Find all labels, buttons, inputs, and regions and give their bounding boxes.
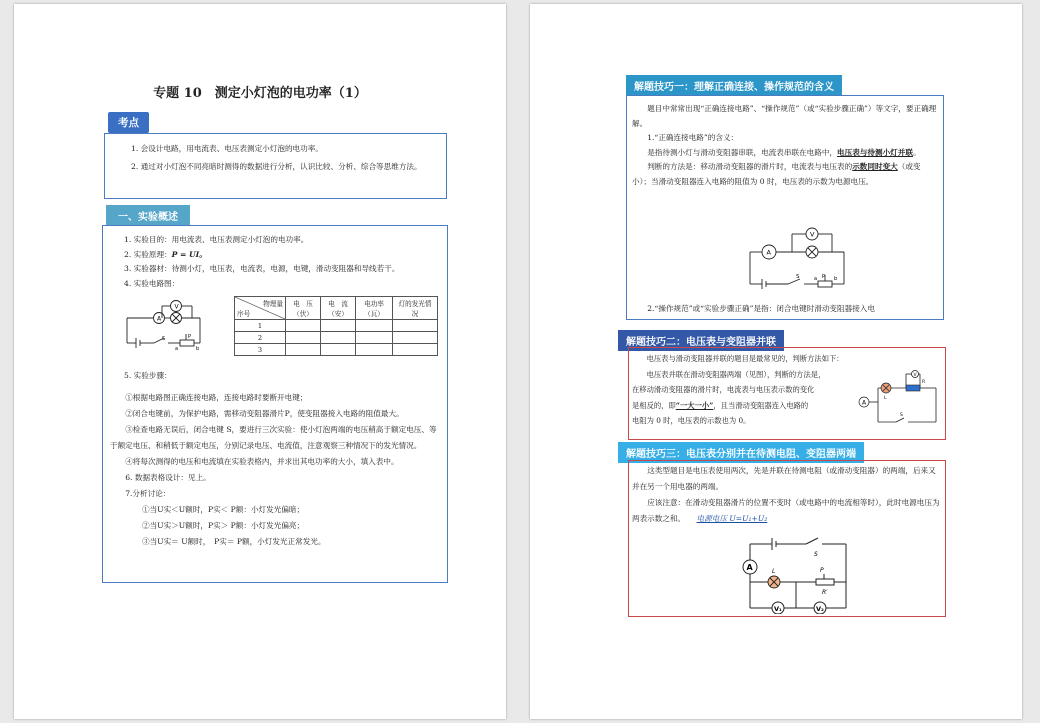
table-design: 6. 数据表格设计：见上。 [125, 473, 211, 482]
circuit-diagram-tip3 [736, 534, 856, 614]
svg-text:P: P [820, 567, 824, 574]
svg-text:S: S [796, 274, 800, 280]
discuss-1: ①当U实＜U额时，P实＜ P额：小灯发光偏暗； [142, 505, 305, 514]
tip2-p1: 电压表与滑动变阻器并联的题目是最常见的，判断方法如下： [646, 354, 844, 363]
svg-text:A: A [862, 399, 867, 407]
svg-text:L: L [884, 396, 887, 401]
circuit-diagram-tip1 [748, 226, 858, 290]
tip1-p3b: 电压表与待测小灯并联 [837, 147, 913, 157]
svg-text:L: L [772, 568, 776, 575]
page-title: 专题 10 测定小灯泡的电功率（1） [153, 86, 367, 101]
svg-text:V₂: V₂ [816, 605, 824, 613]
svg-text:A: A [746, 563, 753, 572]
discuss-3: ③当U实＝ U额时， P实＝ P额，小灯发光正常发光。 [142, 537, 326, 546]
step-3: ③检查电路无误后，闭合电键 S，要进行三次实验：使小灯泡两端的电压稍高于额定电压、等于额定电压、和稍低于额定电压，分别记录电压、电流值，注意观察三种情况下的发光情况。 [110, 425, 437, 450]
tip2-p5: 电阻为 0 时，电压表的示数也为 0。 [632, 416, 751, 425]
overview-line-2: 2. 实验原理： [124, 249, 172, 259]
table-header: 电 压（伏） [286, 297, 321, 320]
svg-text:R: R [922, 380, 926, 385]
svg-text:a: a [814, 276, 818, 282]
svg-text:V: V [174, 303, 179, 311]
corner-top-label: 物理量 [263, 300, 283, 308]
svg-text:b: b [834, 276, 838, 282]
svg-text:S: S [900, 413, 903, 418]
overview-line-4: 4. 实验电路图： [124, 278, 180, 288]
kaodian-item-2: 2. 通过对小灯泡不同亮暗时测得的数据进行分析，认识比较、分析、综合等思维方法。 [131, 162, 422, 171]
svg-text:A: A [157, 315, 162, 323]
table-header: 灯的发光情 况 [393, 297, 438, 320]
tip1-p4b: 示数同时变大 [852, 162, 898, 171]
svg-text:S: S [814, 551, 818, 558]
tip2-tag: 解题技巧二：电压表与变阻器并联 [618, 330, 784, 351]
svg-text:V₁: V₁ [774, 605, 782, 613]
tip2-p4b: “一大一小” [675, 400, 714, 410]
kaodian-tag: 考点 [108, 112, 149, 133]
tip1-p3c: 。 [912, 147, 921, 157]
overview-line-3: 3. 实验器材：待测小灯，电压表，电流表，电源，电键，滑动变阻器和导线若干。 [124, 264, 400, 273]
table-corner-cell [235, 297, 286, 320]
overview-tag: 一、实验概述 [106, 205, 190, 226]
table-row-index: 3 [235, 344, 286, 356]
step-2: ②闭合电键前，为保护电路，需移动变阻器滑片P，使变阻器接入电路的阻值最大。 [125, 409, 404, 418]
table-row-index: 1 [235, 320, 286, 332]
steps-title: 5. 实验步骤： [124, 371, 172, 380]
circuit-diagram-tip2 [856, 366, 940, 426]
corner-bottom-label: 序号 [237, 310, 251, 318]
kaodian-item-1: 1. 会设计电路，用电流表、电压表测定小灯泡的电功率。 [131, 144, 323, 153]
document-page-left [14, 4, 506, 719]
principle-formula: P = UI。 [171, 249, 207, 259]
svg-text:P: P [188, 334, 192, 340]
tip1-p2: 1.“正确连接电路”的含义： [647, 133, 739, 142]
step-1: ①根据电路图正确连接电路，连接电路时要断开电键； [125, 393, 308, 402]
discuss-2: ②当U实＞U额时，P实＞ P额：小灯发光偏亮； [142, 521, 305, 530]
document-page-right [530, 4, 1022, 719]
tip3-p1: 这类型题目是电压表使用两次，先是并联在待测电阻（或滑动变阻器）的两端，后来又并在另一个用电器的两端。 [632, 466, 936, 491]
svg-text:V: V [810, 230, 815, 239]
tip1-p4c: （或变小）；当滑动变阻器连入电路的阻值为 0 时，电压表的示数为电源电压。 [632, 162, 921, 186]
circuit-diagram-basic [122, 298, 222, 360]
tip2-p4a: 是相反的，即 [632, 400, 676, 410]
svg-text:P: P [822, 274, 826, 280]
svg-text:A: A [766, 248, 771, 257]
discuss-title: 7.分析讨论： [125, 489, 171, 498]
svg-text:S: S [162, 336, 166, 342]
tip2-p4c: ，且当滑动变阻器连入电路的 [713, 400, 809, 410]
kaodian-box [104, 133, 447, 199]
table-header: 电功率（瓦） [356, 297, 393, 320]
svg-text:R′: R′ [822, 589, 828, 596]
step-4: ④将每次测得的电压和电流填在实验表格内，并求出其电功率的大小，填入表中。 [125, 457, 399, 466]
supply-voltage-formula: 电源电压 U=U₁+U₂ [696, 514, 768, 523]
data-table [234, 296, 438, 356]
tip1-tag: 解题技巧一：理解正确连接、操作规范的含义 [626, 75, 842, 96]
tip3-p2: 应该注意：在滑动变阻器滑片的位置不变时（或电路中的电流相等时），此时电源电压为两表示数之和。 [632, 498, 940, 523]
tip1-p4a: 判断的方法是：移动滑动变阻器的滑片时，电流表与电压表的 [647, 162, 853, 171]
overview-line-1: 1. 实验目的：用电流表、电压表测定小灯泡的电功率。 [124, 235, 309, 244]
tip2-p3: 在移动滑动变阻器的滑片时，电流表与电压表示数的变化 [632, 385, 815, 394]
tip2-p2: 电压表并联在滑动变阻器两端（见图），判断的方法是， [646, 369, 826, 379]
svg-text:V: V [913, 373, 917, 378]
svg-text:b: b [196, 346, 200, 352]
tip1-p5: 2.“操作规范”或“实验步骤正确”是指：闭合电键时滑动变阻器接入电 [647, 304, 875, 313]
tip1-p3a: 是指待测小灯与滑动变阻器串联，电流表串联在电路中， [647, 147, 838, 157]
table-row-index: 2 [235, 332, 286, 344]
tip1-p1: 题目中常常出现“正确连接电路”、“操作规范”（或“实验步骤正确”）等文字，要正确理解。 [632, 104, 937, 128]
tip3-tag: 解题技巧三：电压表分别并在待测电阻、变阻器两端 [618, 442, 864, 463]
svg-text:a: a [175, 346, 179, 352]
table-header: 电 流（安） [321, 297, 356, 320]
